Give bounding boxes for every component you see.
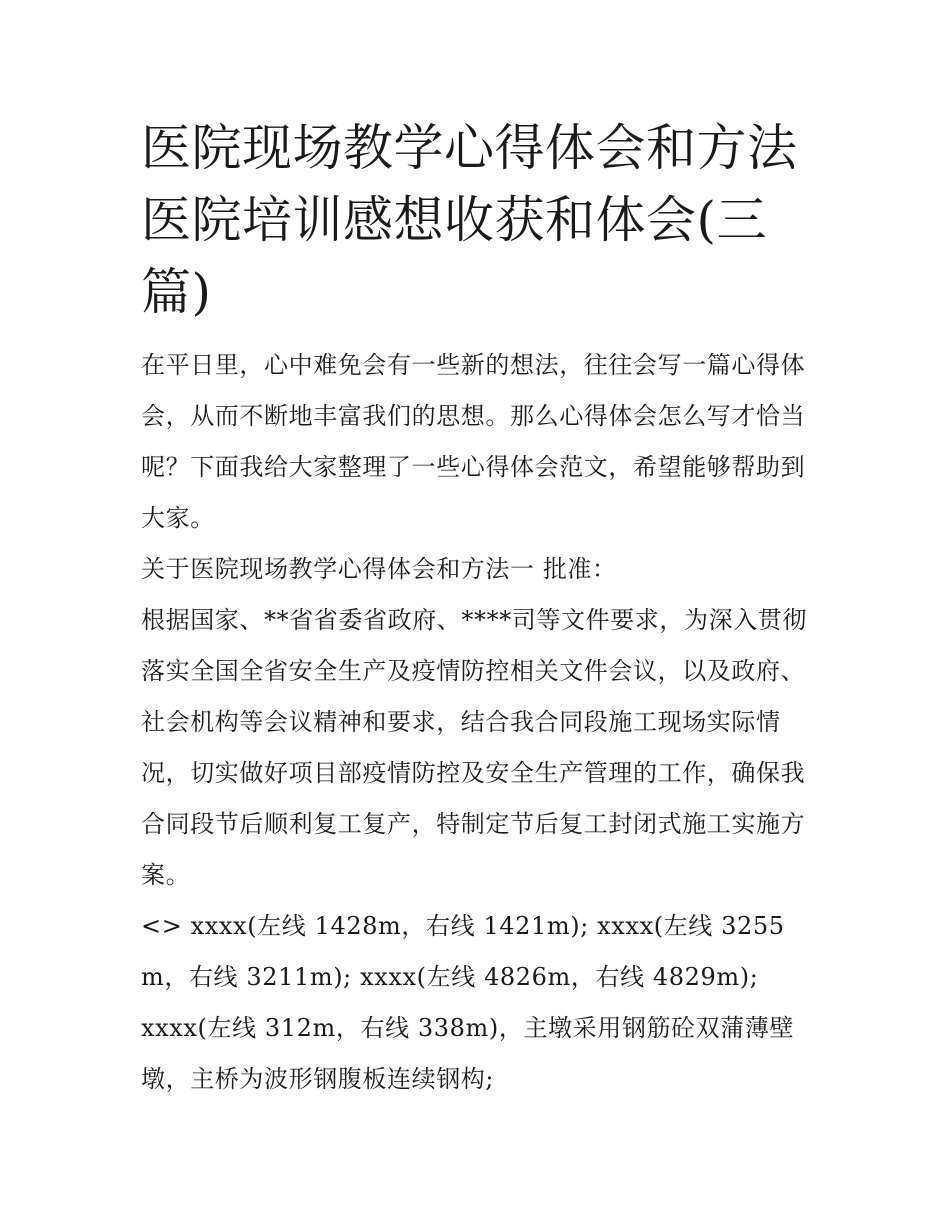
section-heading: 关于医院现场教学心得体会和方法一 批准：	[141, 555, 617, 583]
document-title: 医院现场教学心得体会和方法医院培训感想收获和体会(三篇)	[141, 119, 798, 321]
body-paragraph: xxxx(左线 312m，右线 338m)，主墩采用钢筋砼双蒲薄壁墩，主桥为波形钢腹板连续钢构;	[141, 1014, 795, 1093]
intro-paragraph: 在平日里，心中难免会有一些新的想法，往往会写一篇心得体会，从而不断地丰富我们的思想。那么心得体会怎么写才恰当呢？下面我给大家整理了一些心得体会范文，希望能够帮助到大家。	[141, 351, 806, 532]
body-paragraph: <> xxxx(左线 1428m，右线 1421m); xxxx(左线 3255m，右线 3211m); xxxx(左线 4826m，右线 4829m);	[141, 912, 785, 991]
body-paragraph: 根据国家、**省省委省政府、****司等文件要求，为深入贯彻落实全国全省安全生产及疫情防控相关文件会议，以及政府、社会机构等会议精神和要求，结合我合同段施工现场实际情况，切实做好项目部疫情防控及安全生产管理的工作，确保我合同段节后顺利复工复产，特制定节后复工封闭式施工实施方案。	[141, 606, 807, 889]
document-page	[141, 112, 821, 1105]
document-body	[141, 340, 821, 1105]
